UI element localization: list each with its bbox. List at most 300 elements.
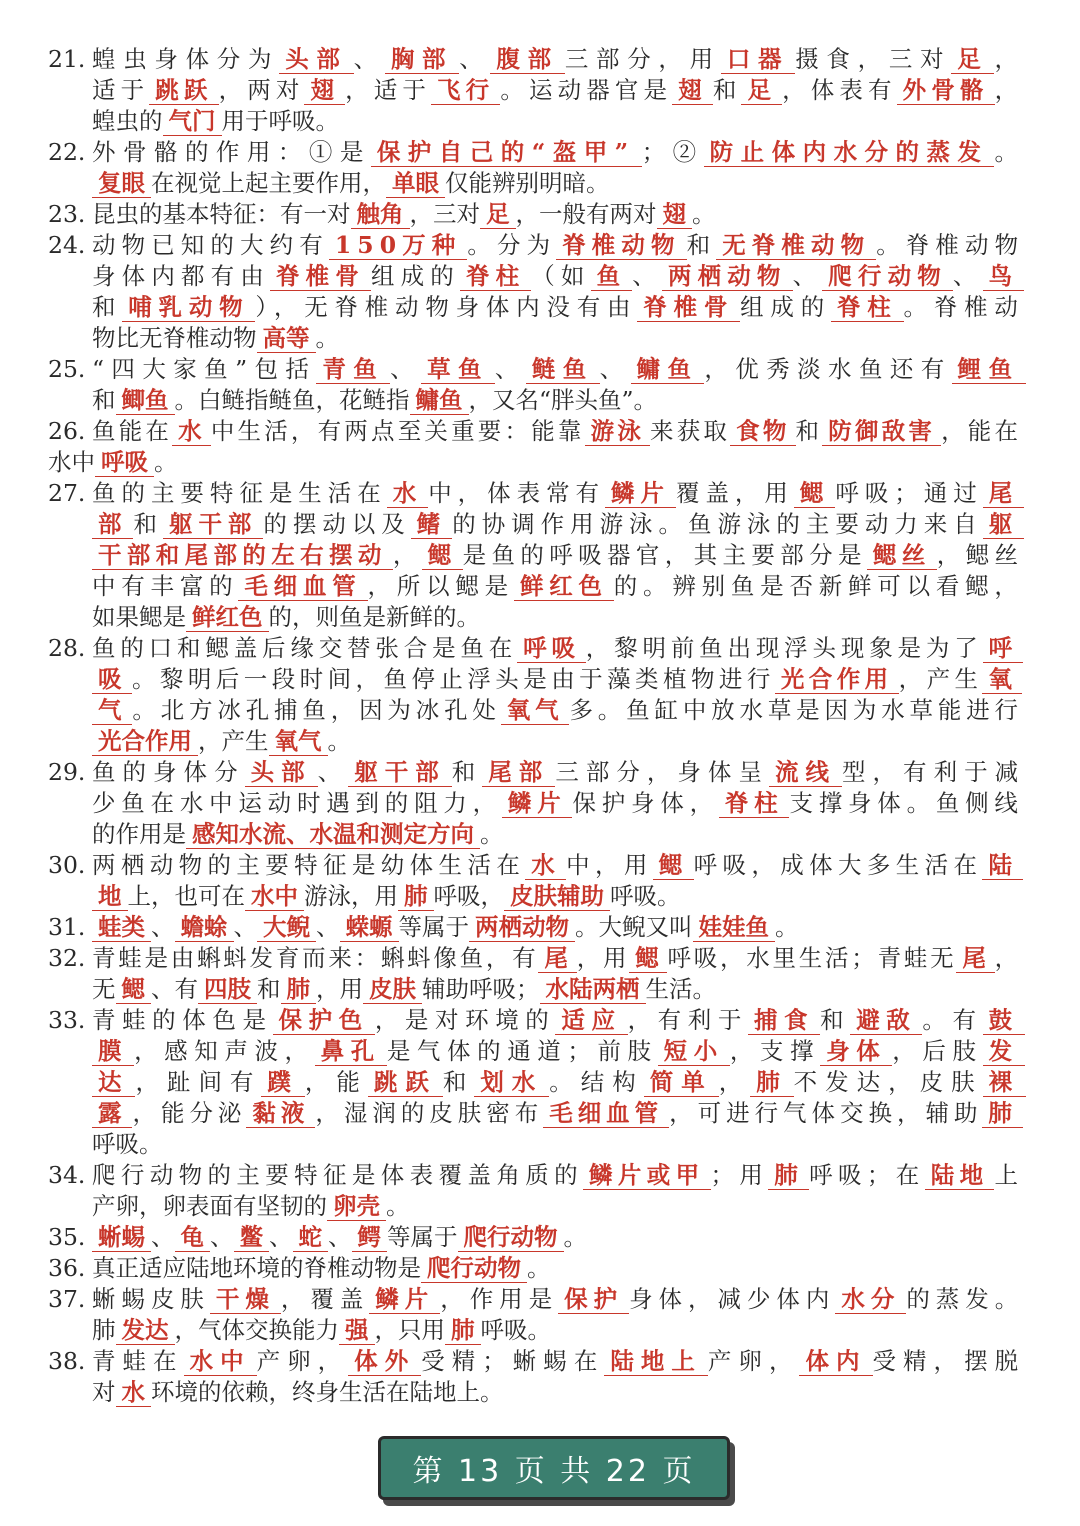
question-text-fragment: 两栖动物的主要特征是幼体生活在	[92, 851, 526, 879]
question-text-fragment: ，是对环境的	[374, 1006, 556, 1034]
question-text-fragment: ，又名“胖头鱼”。	[468, 386, 658, 414]
question-text-fragment: 受精；蜥蜴在	[421, 1347, 605, 1375]
question-text-fragment: 等属于	[387, 1223, 458, 1251]
question-text	[92, 1284, 1024, 1346]
text-line	[92, 664, 1023, 695]
question-text-fragment: 适于	[92, 76, 150, 104]
answer-blank: 四肢	[198, 975, 257, 1004]
answer-blank: 身体	[820, 1037, 892, 1066]
question-item	[48, 230, 1025, 354]
question-text-fragment: 蜥蜴皮肤	[92, 1285, 210, 1313]
question-text-fragment: ，黎明前鱼出现浮头现象是为了	[585, 634, 983, 662]
answer-blank: 蹼	[261, 1068, 304, 1097]
question-number: 26.	[48, 417, 86, 445]
answer-blank: 脊柱	[719, 789, 790, 818]
answer-blank: 氧	[982, 665, 1022, 694]
question-text-fragment: ；②	[641, 138, 704, 166]
question-number: 21.	[48, 45, 86, 73]
text-line	[48, 447, 1021, 478]
question-text-fragment: ，适于	[345, 76, 432, 104]
question-text-fragment: 三部分，用	[564, 45, 721, 73]
answer-blank: 陆	[982, 851, 1023, 880]
question-text-fragment: 。	[775, 913, 799, 941]
answer-blank: 鳃	[794, 479, 835, 508]
question-text-fragment: ，用	[576, 944, 630, 972]
question-text-fragment: 和	[712, 76, 742, 104]
text-line	[92, 137, 1025, 168]
question-number: 28.	[48, 634, 86, 662]
question-number: 23.	[48, 200, 86, 228]
text-line	[92, 819, 1025, 850]
question-text-fragment: ，三对	[409, 200, 480, 228]
answer-blank: 保护自己的“盔甲”	[371, 138, 642, 167]
answer-blank: 鲢鱼	[526, 355, 600, 384]
answer-blank: 脊椎骨	[270, 262, 371, 291]
question-text-fragment: 来获取	[650, 417, 731, 445]
text-line	[92, 1098, 1026, 1129]
text-line	[92, 881, 1023, 912]
answer-blank: 腹部	[490, 45, 564, 74]
answer-blank: 水	[387, 479, 428, 508]
question-text-fragment: ，趾间有	[135, 1068, 262, 1096]
question-text-fragment: “四大家鱼”包括	[92, 355, 317, 383]
question-item	[48, 1222, 1018, 1253]
question-text-fragment: 。大鲵又叫	[575, 913, 693, 941]
answer-blank: 氧气	[269, 727, 328, 756]
question-text-fragment: 呼吸，	[433, 882, 504, 910]
question-text-fragment: 、	[494, 355, 526, 383]
answer-blank: 露	[92, 1099, 132, 1128]
answer-blank: 鸟	[983, 262, 1025, 291]
question-text	[92, 1346, 1025, 1408]
question-text-fragment: ；用	[710, 1161, 769, 1189]
question-text-fragment: 的协调作用游泳。鱼游泳的主要动力来自	[452, 510, 983, 538]
question-text-fragment: 、	[210, 1223, 234, 1251]
answer-blank: 翅	[657, 200, 693, 229]
answer-blank: 触角	[351, 200, 410, 229]
answer-blank: 呼吸	[95, 448, 154, 477]
text-line	[92, 230, 1025, 261]
answer-blank: 复眼	[92, 169, 151, 198]
question-text-fragment: 组成的	[370, 262, 460, 290]
answer-blank: 鳄	[352, 1223, 388, 1252]
question-text	[92, 850, 1023, 912]
question-text-fragment: 外骨骼的作用：①是	[92, 138, 371, 166]
text-line	[92, 726, 1023, 757]
answer-blank: 鲤鱼	[952, 355, 1026, 384]
question-text-fragment: 和	[686, 231, 717, 259]
text-line	[92, 943, 1021, 974]
page-label: 第 13 页 共 22 页	[412, 1454, 696, 1489]
question-number: 27.	[48, 479, 86, 507]
question-text-fragment: ，所以鳃是	[367, 572, 514, 600]
question-text-fragment: 、	[151, 913, 175, 941]
question-text-fragment: 的摆动以及	[263, 510, 411, 538]
answer-blank: 尾	[983, 479, 1024, 508]
answer-blank: 蜥蜴	[92, 1223, 151, 1252]
question-text-fragment: 青蛙是由蝌蚪发育而来：蝌蚪像鱼，有	[92, 944, 539, 972]
answer-blank: 黏液	[246, 1099, 315, 1128]
answer-blank: 躯干部	[348, 758, 452, 787]
answer-blank: 达	[92, 1068, 135, 1097]
question-text-fragment: 如果鳃是	[92, 603, 186, 631]
answer-blank: 脊柱	[831, 293, 904, 322]
question-text-fragment: 、有	[151, 975, 198, 1003]
answer-blank: 头部	[245, 758, 318, 787]
answer-blank: 皮肤辅助	[504, 882, 610, 911]
question-text-fragment: ，能	[304, 1068, 368, 1096]
question-item	[48, 44, 1026, 137]
answer-blank: 体内	[799, 1347, 872, 1376]
answer-blank: 大鲵	[257, 913, 316, 942]
text-line	[92, 1284, 1024, 1315]
question-number: 37.	[48, 1285, 86, 1313]
page-indicator	[378, 1436, 730, 1500]
text-line	[92, 850, 1023, 881]
question-item	[48, 1346, 1026, 1408]
text-line	[92, 1377, 1025, 1408]
text-line	[92, 416, 1021, 447]
question-text	[92, 633, 1023, 757]
answer-blank: 光合作用	[92, 727, 198, 756]
question-text	[92, 354, 1026, 416]
question-text-fragment: 、	[599, 355, 631, 383]
answer-blank: 鳞片	[369, 1285, 440, 1314]
question-text-fragment: 身体，减少体内	[629, 1285, 836, 1313]
text-line	[92, 788, 1025, 819]
text-line	[92, 1222, 1018, 1253]
question-text-fragment: 和	[92, 293, 123, 321]
answer-blank: 草鱼	[421, 355, 495, 384]
answer-blank: 龟	[175, 1223, 211, 1252]
answer-blank: 鳞片	[502, 789, 573, 818]
answer-blank: 水分	[835, 1285, 906, 1314]
question-text-fragment: ，	[718, 1068, 751, 1096]
question-number: 24.	[48, 231, 86, 259]
question-text-fragment: 对	[92, 1378, 116, 1406]
question-text-fragment: 。北方冰孔捕鱼，因为冰孔处	[132, 696, 501, 724]
question-text-fragment: 少鱼在水中运动时遇到的阻力，	[92, 789, 502, 817]
question-text-fragment: ，能分泌	[132, 1099, 247, 1127]
question-text-fragment: 呼吸；在	[809, 1161, 925, 1189]
question-text-fragment: 的蒸发。	[906, 1285, 1025, 1313]
answer-blank: 干燥	[210, 1285, 281, 1314]
question-number: 33.	[48, 1006, 86, 1034]
question-text-fragment: 和	[451, 758, 483, 786]
question-text	[92, 137, 1025, 199]
answer-blank: 肺	[281, 975, 317, 1004]
question-text-fragment: 呼吸，水里生活；青蛙无	[667, 944, 957, 972]
question-text-fragment: 受精，摆脱	[872, 1347, 1026, 1375]
answer-blank: 高等	[257, 324, 316, 353]
answer-blank: 脊椎骨	[637, 293, 740, 322]
answer-blank: 鼓	[983, 1006, 1025, 1035]
text-line	[92, 292, 1025, 323]
question-text-fragment: 、	[317, 758, 349, 786]
answer-blank: 蝾螈	[340, 913, 399, 942]
text-line	[92, 106, 1026, 137]
question-text-fragment: ，感知声波，	[134, 1037, 315, 1065]
question-text-fragment: 、	[328, 1223, 352, 1251]
answer-blank: 无脊椎动物	[716, 231, 876, 260]
question-text-fragment: 蝗虫身体分为	[92, 45, 280, 73]
question-number: 31.	[48, 913, 86, 941]
question-item	[48, 850, 1018, 912]
question-text-fragment: 物比无脊椎动物	[92, 324, 257, 352]
question-text-fragment: 、	[353, 45, 385, 73]
question-text-fragment: 。分为	[467, 231, 557, 259]
question-text-fragment: 。	[563, 1223, 587, 1251]
question-text-fragment: 摄食，三对	[795, 45, 952, 73]
question-text-fragment: 呼吸；通过	[835, 479, 983, 507]
text-line	[92, 1346, 1025, 1377]
question-text-fragment: 。	[692, 200, 716, 228]
question-text-fragment: 和	[133, 510, 163, 538]
text-line	[92, 1315, 1024, 1346]
text-line	[92, 912, 1018, 943]
question-text-fragment: 覆盖，用	[675, 479, 794, 507]
answer-blank: 适应	[555, 1006, 627, 1035]
answer-blank: 肺	[768, 1161, 809, 1190]
question-text-fragment: 水中	[48, 448, 95, 476]
question-number: 29.	[48, 758, 86, 786]
text-line	[92, 602, 1024, 633]
answer-blank: 短小	[658, 1037, 730, 1066]
question-text-fragment: 身体内都有由	[92, 262, 270, 290]
question-text-fragment: 在视觉上起主要作用，	[151, 169, 386, 197]
question-number: 38.	[48, 1347, 86, 1375]
question-text-fragment: 辅助呼吸；	[422, 975, 540, 1003]
answer-blank: 鳃	[422, 541, 463, 570]
question-text-fragment: ，用	[316, 975, 363, 1003]
question-text-fragment: ，体表有	[782, 76, 897, 104]
question-text-fragment: 爬行动物的主要特征是体表覆盖角质的	[92, 1161, 583, 1189]
answer-blank: 鳍	[411, 510, 452, 539]
text-line	[92, 1253, 1018, 1284]
answer-blank: 呼	[983, 634, 1023, 663]
answer-blank: 光合作用	[775, 665, 899, 694]
answer-blank: 爬行动物	[458, 1223, 564, 1252]
answer-blank: 流线	[769, 758, 842, 787]
question-text-fragment: ，后肢	[892, 1037, 983, 1065]
question-text-fragment: ，产生	[198, 727, 269, 755]
answer-blank: 单眼	[386, 169, 445, 198]
answer-blank: 蟾蜍	[175, 913, 234, 942]
question-text-fragment: 蝗虫的	[92, 107, 163, 135]
answer-blank: 外骨骼	[897, 76, 995, 105]
question-text-fragment: 和	[442, 1068, 475, 1096]
question-text	[92, 44, 1026, 137]
answer-blank: 水陆两栖	[540, 975, 646, 1004]
question-text-fragment: 游泳，用	[304, 882, 398, 910]
answer-blank: 鳃丝	[867, 541, 937, 570]
question-number: 22.	[48, 138, 86, 166]
question-text-fragment: ，产生	[898, 665, 983, 693]
answer-blank: 鳖	[234, 1223, 270, 1252]
answer-blank: 两栖动物	[662, 262, 793, 291]
question-text-fragment: 用于呼吸。	[221, 107, 339, 135]
question-item	[48, 633, 1023, 757]
answer-blank: 强	[339, 1316, 375, 1345]
answer-blank: 尾	[956, 944, 994, 973]
answer-blank: 尾部	[482, 758, 555, 787]
question-text	[92, 230, 1025, 354]
answer-blank: 水	[172, 417, 211, 446]
answer-blank: 青鱼	[316, 355, 390, 384]
question-text-fragment: 生活。	[645, 975, 716, 1003]
question-text-fragment: 呼吸，成体大多生活在	[693, 851, 983, 879]
question-text-fragment: 产卵，	[256, 1347, 349, 1375]
question-text-fragment: 。	[994, 138, 1026, 166]
question-text-fragment: 是鱼的呼吸器官，其主要部分是	[462, 541, 867, 569]
question-text	[92, 1160, 1023, 1222]
question-text-fragment: 产卵，卵表面有坚韧的	[92, 1192, 327, 1220]
question-text	[92, 757, 1025, 850]
text-line	[92, 385, 1026, 416]
question-number: 34.	[48, 1161, 86, 1189]
question-text-fragment: ，气体交换能力	[174, 1316, 339, 1344]
answer-blank: 裸	[983, 1068, 1026, 1097]
question-text-fragment: 支撑身体。鱼侧线	[789, 789, 1024, 817]
answer-blank: 膜	[92, 1037, 134, 1066]
answer-blank: 气门	[163, 107, 222, 136]
answer-blank: 150万种	[329, 231, 468, 260]
answer-blank: 呼吸	[517, 634, 586, 663]
question-text-fragment: 、	[390, 355, 422, 383]
question-text-fragment: 。有	[922, 1006, 983, 1034]
question-text-fragment: 鱼的口和鳃盖后缘交替张合是鱼在	[92, 634, 518, 662]
answer-blank: 肺	[982, 1099, 1022, 1128]
answer-blank: 氧气	[501, 696, 570, 725]
question-text-fragment: 。运动器官是	[500, 76, 673, 104]
answer-blank: 鳃	[116, 975, 152, 1004]
question-text-fragment: 。脊椎动物	[876, 231, 1025, 259]
question-number: 30.	[48, 851, 86, 879]
question-text-fragment: 的，则鱼是新鲜的。	[268, 603, 480, 631]
question-text-fragment: 。脊椎动	[903, 293, 1025, 321]
question-text-fragment: 、	[316, 913, 340, 941]
question-text-fragment: ，优秀淡水鱼还有	[704, 355, 952, 383]
question-text-fragment: 、	[952, 262, 983, 290]
answer-blank: 鼻孔	[315, 1037, 387, 1066]
answer-blank: 娃娃鱼	[693, 913, 776, 942]
question-item	[48, 199, 1018, 230]
answer-blank: 鳙鱼	[631, 355, 705, 384]
text-line	[92, 571, 1024, 602]
question-text-fragment: ，能在	[941, 417, 1022, 445]
answer-blank: 胸部	[385, 45, 459, 74]
answer-blank: 体外	[348, 1347, 421, 1376]
answer-blank: 跳跃	[149, 76, 218, 105]
question-number: 35.	[48, 1223, 86, 1251]
answer-blank: 蛙类	[92, 913, 151, 942]
question-text-fragment: 和	[257, 975, 281, 1003]
answer-blank: 发达	[116, 1316, 175, 1345]
answer-blank: 躯	[983, 510, 1024, 539]
question-text-fragment: 。白鲢指鲢鱼，花鲢指	[174, 386, 410, 414]
answer-blank: 皮肤	[363, 975, 422, 1004]
question-text-fragment: 仅能辨别明暗。	[445, 169, 610, 197]
text-line	[92, 478, 1024, 509]
question-text-fragment: ），无脊椎动物身体内没有由	[255, 293, 638, 321]
answer-blank: 翅	[672, 76, 713, 105]
question-text-fragment: ，湿润的皮肤密布	[315, 1099, 544, 1127]
text-line	[92, 509, 1024, 540]
answer-blank: 跳跃	[368, 1068, 443, 1097]
question-text-fragment: 和	[795, 417, 823, 445]
answer-blank: 哺乳动物	[122, 293, 255, 322]
answer-blank: 脊椎动物	[556, 231, 686, 260]
answer-blank: 地	[92, 882, 128, 911]
question-text-fragment: ，只用	[374, 1316, 445, 1344]
answer-blank: 气	[92, 696, 132, 725]
question-list	[48, 44, 1026, 1408]
question-item	[48, 137, 1026, 199]
answer-blank: 保护色	[273, 1006, 375, 1035]
question-text	[92, 943, 1021, 1005]
answer-blank: 鳃	[629, 944, 667, 973]
question-text-fragment: 。	[327, 727, 351, 755]
answer-blank: 鲫鱼	[116, 386, 175, 415]
answer-blank: 鳞片或甲	[583, 1161, 711, 1190]
question-text-fragment: 、	[151, 1223, 175, 1251]
question-text	[92, 1253, 1018, 1284]
question-text-fragment: 真正适应陆地环境的脊椎动物是	[92, 1254, 421, 1282]
answer-blank: 足	[951, 45, 994, 74]
question-text-fragment: 、	[459, 45, 491, 73]
question-text-fragment: 和	[92, 386, 116, 414]
answer-blank: 发	[983, 1037, 1025, 1066]
question-text-fragment: 型，有利于减	[842, 758, 1026, 786]
answer-blank: 鳞片	[605, 479, 676, 508]
question-text-fragment: 呼吸。	[480, 1316, 551, 1344]
answer-blank: 口器	[721, 45, 795, 74]
answer-blank: 两栖动物	[469, 913, 575, 942]
text-line	[92, 1160, 1023, 1191]
question-text-fragment: ，	[994, 76, 1024, 104]
answer-blank: 蛇	[293, 1223, 329, 1252]
answer-blank: 飞行	[431, 76, 500, 105]
answer-blank: 肺	[398, 882, 434, 911]
answer-blank: 头部	[279, 45, 353, 74]
question-text-fragment: 动物已知的大约有	[92, 231, 329, 259]
answer-blank: 鳙鱼	[410, 386, 469, 415]
answer-blank: 陆地上	[604, 1347, 708, 1376]
answer-blank: 水	[116, 1378, 152, 1407]
question-text-fragment: 是气体的通道；前肢	[386, 1037, 658, 1065]
question-text-fragment: 和	[820, 1006, 851, 1034]
question-text-fragment: 青蛙在	[92, 1347, 184, 1375]
question-text-fragment: 组成的	[740, 293, 831, 321]
question-text-fragment: 。	[154, 448, 178, 476]
answer-blank: 防御敌害	[822, 417, 941, 446]
question-item	[48, 1253, 1018, 1284]
text-line	[92, 974, 1021, 1005]
question-item	[48, 1160, 1024, 1222]
text-line	[92, 261, 1025, 292]
question-text-fragment: 。	[315, 324, 339, 352]
answer-blank: 避敌	[850, 1006, 922, 1035]
question-number: 36.	[48, 1254, 86, 1282]
question-item	[48, 354, 1018, 416]
answer-blank: 水中	[245, 882, 304, 911]
answer-blank: 保护	[558, 1285, 629, 1314]
answer-blank: 鱼	[591, 262, 633, 291]
answer-blank: 卵壳	[327, 1192, 386, 1221]
question-text-fragment: 中有丰富的	[92, 572, 239, 600]
question-text-fragment: 昆虫的基本特征：有一对	[92, 200, 351, 228]
question-text-fragment: 鱼的主要特征是生活在	[92, 479, 387, 507]
